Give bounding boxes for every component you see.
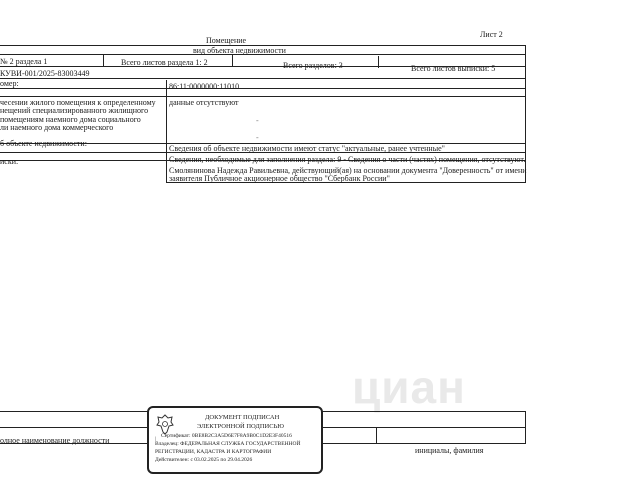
- stamp-validity: Действителен: с 03.02.2025 по 29.04.2026: [155, 457, 253, 463]
- table-rule: [0, 96, 526, 97]
- stamp-owner: Владелец: ФЕДЕРАЛЬНАЯ СЛУЖБА ГОСУДАРСТВЕННОЙ: [155, 441, 301, 447]
- placeholder-dash: -: [256, 133, 259, 142]
- coat-of-arms-icon: [155, 413, 175, 435]
- section-subtitle: вид объекта недвижимости: [193, 46, 286, 55]
- position-label: олное наименование должности: [0, 436, 110, 445]
- sheets-in-section: Всего листов раздела 1: 2: [121, 58, 208, 67]
- inclusion-label-line: чесении жилого помещения к определенному: [0, 98, 156, 107]
- table-rule: [0, 88, 526, 89]
- stamp-subheading: ЭЛЕКТРОННОЙ ПОДПИСЬЮ: [197, 423, 284, 430]
- footer-cell-border: [376, 427, 377, 443]
- status-value: Сведения об объекте недвижимости имеют статус "актуальные, ранее учтенные": [169, 144, 445, 153]
- cadastral-number: 86:11:0000000:11010: [169, 82, 240, 91]
- inclusion-label-line: нещений специализированного жилищного: [0, 106, 149, 115]
- applicant-line: заявителя Публичное акционерное общество "Сбербанк России": [169, 174, 390, 183]
- stamp-heading: ДОКУМЕНТ ПОДПИСАН: [205, 414, 280, 421]
- name-label: инициалы, фамилия: [415, 446, 484, 455]
- electronic-signature-stamp: [147, 406, 323, 474]
- watermark-logo: циан: [352, 361, 466, 413]
- table-rule: [0, 54, 526, 55]
- stamp-owner-cont: РЕГИСТРАЦИИ, КАДАСТРА И КАРТОГРАФИИ: [155, 449, 272, 455]
- signature-mark: |: [155, 437, 157, 442]
- notes-value: Сведения, необходимые для заполнения раздела: 9 - Сведения о части (частях) помещения, отсутствуют.: [169, 155, 526, 164]
- cell-border: [103, 54, 104, 66]
- stamp-certificate: Сертификат: 0BE8B2C3A5D6E7F8A9B0C1D2E3F40516: [161, 433, 292, 439]
- inclusion-value: данные отсутствуют: [169, 98, 239, 107]
- cell-border: [232, 54, 233, 66]
- placeholder-dash: -: [256, 116, 259, 125]
- inclusion-label-line: ли наемного дома коммерческого: [0, 123, 114, 132]
- applicant-line: Смолянинова Надежда Равильевна, действующий(ая) на основании документа "Доверенность" от имени: [169, 166, 527, 175]
- total-sections: Всего разделов: 3: [283, 61, 343, 70]
- cadastral-label: омер:: [0, 79, 19, 88]
- cell-border: [378, 56, 379, 68]
- notes-label: иски:: [0, 157, 19, 166]
- inclusion-label-line: помещениям наемного дома социального: [0, 115, 141, 124]
- table-rule: [0, 78, 526, 79]
- sheet-label: Лист 2: [480, 30, 503, 39]
- section-number: № 2 раздела 1: [0, 57, 48, 66]
- extract-number: КУВИ-001/2025-83003449: [0, 69, 90, 78]
- footer-border: [525, 411, 526, 444]
- status-label: б объекте недвижимости:: [0, 139, 87, 148]
- column-border: [166, 80, 167, 182]
- total-sheets: Всего листов выписки: 5: [411, 64, 496, 73]
- section-title: Помещение: [206, 36, 247, 45]
